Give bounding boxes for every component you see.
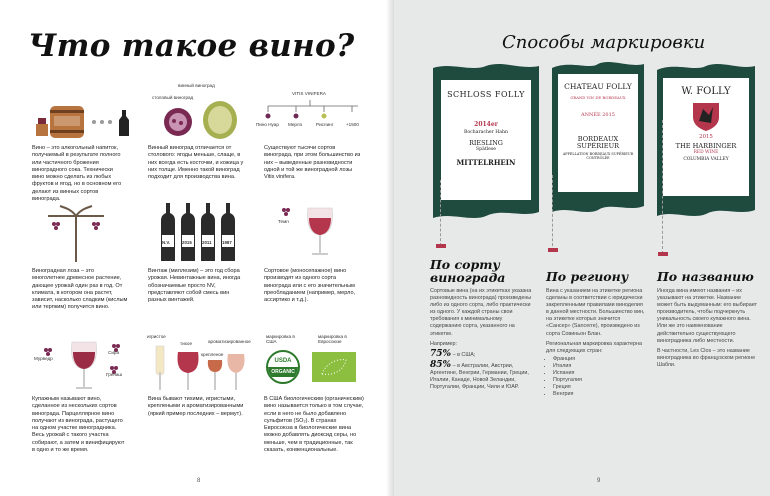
region-list-intro: Региональная маркировка характерна для следующих стран:: [546, 340, 642, 354]
bottle1-name: SCHLOSS FOLLY: [447, 90, 525, 99]
paragraph-styles: Вина бывают тихими, игристыми, креплеными и ароматизированными (яркий пример последних – вермут).: [148, 396, 244, 417]
variety-pct2-text: – в Австралии, Австрии, Аргентине, Венгрии, Германии, Греции, Италии, Канаде, Новой Зеландии, Португалии, Франции, Чили и ЮАР.: [430, 362, 529, 391]
bottle1-year: 2014er: [474, 121, 498, 128]
grape-comparison-icon: [150, 96, 240, 140]
page-number-left: 8: [197, 478, 201, 484]
country-item: • Испания: [553, 370, 646, 377]
country-item: • Греция: [553, 384, 646, 391]
bottle-w-folly: [655, 62, 757, 222]
vintage-year-1: 2015: [182, 240, 192, 245]
country-item: • Венгрия: [553, 391, 646, 398]
country-item: • Италия: [553, 363, 646, 370]
variety-pct1: 75%: [430, 348, 452, 359]
label-chateau: [558, 74, 638, 192]
bottle-chateau-folly: [550, 60, 646, 220]
vintage-bottles: [158, 203, 244, 261]
paragraph-vine: Виноградная лоза – это многолетнее древесное растение, дающее урожай один раз в год. От климата, в котором она растет, зависит, насколько сладким (кислым или терпким) получится вино.: [32, 268, 128, 311]
bottle2-region: APPELLATION BORDEAUX SUPÉRIEUR CONTRÔLÉE: [562, 152, 634, 160]
usda-organic-seal: [266, 350, 300, 384]
barrel-illustration: [34, 102, 134, 140]
vitis-tree-diagram: [258, 98, 368, 120]
region-country-list: [546, 356, 646, 399]
heading-by-variety: По сорту винограда: [430, 257, 506, 285]
name-extra: В частности, Les Clos – это название виноградника во французском регионе Шабли.: [657, 347, 756, 368]
bottle3-name: W. FOLLY: [681, 86, 731, 97]
bottle3-grape: THE HARBINGER: [675, 142, 737, 150]
bottle3-region: COLUMBIA VALLEY: [683, 157, 729, 162]
label-vitis-vinifera: VITIS VINIFERA: [292, 91, 326, 96]
usda-seal-top: USDA: [274, 358, 292, 364]
connector-variety: [440, 180, 442, 246]
bottle2-name: CHATEAU FOLLY: [564, 82, 632, 91]
label-grenache: Гренаш: [106, 372, 123, 377]
variety-example-label: Например:: [430, 340, 458, 347]
wine-styles-glasses: [148, 342, 248, 396]
label-pinot: Пино Нуар: [256, 122, 279, 127]
heading-by-name: По названию: [657, 269, 754, 284]
right-page-title: Способы маркировки: [502, 32, 706, 53]
paragraph-organic: В США биологическим (органическим) вино называется только в том случае, если в него не было добавлено сульфитов (SO₂). В странах Евросоюза в биологические вина можно добавлять диоксид серы, но меньше, чем в традиционные, так сказать, конвенциональные.: [264, 396, 364, 454]
varietal-glass-icon: [278, 204, 358, 260]
label-w-folly: [663, 78, 749, 196]
paragraph-grapes: Винный виноград отличается от столового: ягоды меньше, слаще, в них всегда есть косточки, и кожица у них толще. Именно такой виноград подходит для производства вина.: [148, 145, 244, 181]
label-still: тихое: [180, 341, 193, 346]
variety-text: Сортовые вина (на их этикетках указана разновидность винограда) произведены либо из одного сорта, либо практически из одного. У каждой страны свои требования к минимальному содержанию сорта, указанного на этикетке.: [430, 288, 532, 337]
variety-pct2: 85%: [430, 359, 452, 370]
paragraph-varietal: Сортовое (моносепажное) вино производят из одного сорта винограда или с его значительным преобладанием (например, мерло, ассиртико и т.д.).: [264, 268, 356, 304]
region-text: Вина с указанием на этикетке региона сделаны в соответствии с юридически закрепленными правилами виноделия в данной местности. Большинство вин, на этикетке которых значится «Сансер» (Sancerre), произведено из сорта Совиньон Блан.: [546, 288, 645, 337]
label-usda-note: маркировка в США: [266, 334, 295, 345]
variety-pct2-row: [430, 359, 534, 391]
griffin-crest-icon: [689, 101, 723, 131]
bottle2-year: ANNÉE 2015: [581, 112, 615, 118]
paragraph-vintage: Винтаж (миллезим) – это год сбора урожая. Невинтажные вина, иногда обозначаемые просто NV, представляют собой смесь вин разных винтажей.: [148, 268, 241, 304]
connector-region: [552, 175, 554, 251]
label-aromatized: ароматизированное: [208, 339, 251, 344]
connector-name: [662, 120, 664, 254]
bottle1-grape: RIESLING: [469, 139, 503, 147]
eu-organic-leaf-icon: [312, 352, 356, 382]
label-tyme: Темп: [278, 219, 289, 224]
bottle2-sub: GRAND VIN DE BORDEAUX: [570, 95, 626, 100]
label-schloss: [441, 80, 531, 200]
marker-region: [548, 248, 558, 252]
label-merlot: Мерло: [288, 122, 303, 127]
vine-icon: [42, 196, 110, 262]
label-more-varieties: +1500: [346, 122, 359, 127]
bottle1-style: Spätlese: [476, 147, 496, 152]
marker-variety: [436, 244, 446, 248]
bottle1-region: MITTELRHEIN: [456, 158, 516, 167]
usda-seal-bottom: ORGANIC: [268, 367, 298, 377]
name-text: Иногда вина имеют названия – их указывают на этикетке. Название может быть выдуманным: его выбирает производитель, чтобы подчеркнуть уникальность своего купажного вина. Или же это наименование действительно существующего виноградника либо местности.: [657, 288, 757, 344]
page-number-right: 9: [597, 478, 601, 484]
blend-glass-icon: [34, 338, 130, 394]
bottle3-style: RED WINE: [693, 150, 719, 155]
body-by-region: [546, 288, 646, 398]
label-eu-note: маркировка в Евросоюзе: [318, 334, 347, 345]
label-riesling: Рислинг: [316, 122, 334, 127]
country-item: • Португалия: [553, 377, 646, 384]
bottle3-year: 2015: [699, 134, 713, 140]
heading-by-region: По региону: [546, 269, 629, 284]
label-table-grape: столовый виноград: [152, 95, 194, 100]
vintage-year-3: 1987: [222, 240, 232, 245]
label-fortified: крепленое: [201, 352, 224, 357]
paragraph-varieties: Существуют тысячи сортов винограда, при этом большинство из них – выведенные разновидности одной и той же виноградной лозы Vitis vinifera.: [264, 145, 361, 181]
country-item: • Франция: [553, 356, 646, 363]
label-wine-grape: винный виноград: [178, 83, 215, 88]
bottle-schloss-folly: [431, 62, 541, 228]
label-syrah: Сира: [108, 350, 119, 355]
body-by-name: [657, 288, 757, 369]
label-sparkling: игристое: [147, 334, 166, 339]
bottle2-grape: BORDEAUX SUPÉRIEUR: [576, 135, 620, 150]
body-by-variety: [430, 288, 534, 391]
bottle1-sub: Bocharacher Hahn: [464, 130, 508, 135]
marker-name: [658, 252, 668, 256]
paragraph-wine: Вино – это алкогольный напиток, получаемый в результате полного или частичного брожения виноградного сока. Технически вино можно сделать из любых фруктов и ягод, но в основном его делают из винных сортов винограда.: [32, 145, 122, 203]
vintage-year-0: N.V.: [162, 240, 171, 245]
paragraph-blend: Купажным называют вино, сделанное из нескольких сортов винограда. Парцеллярное вино получают из винограда, растущего на одном участке виноградника. Весь урожай с такого участка собирают, а затем и винифицируют в одно и то же время.: [32, 396, 125, 454]
label-mourvedre: Мурведр: [34, 356, 53, 361]
variety-pct1-row: [430, 348, 534, 359]
page-title: Что такое вино?: [28, 28, 355, 64]
vintage-year-2: 2011: [202, 240, 212, 245]
variety-pct1-text: – в США;: [452, 351, 476, 358]
